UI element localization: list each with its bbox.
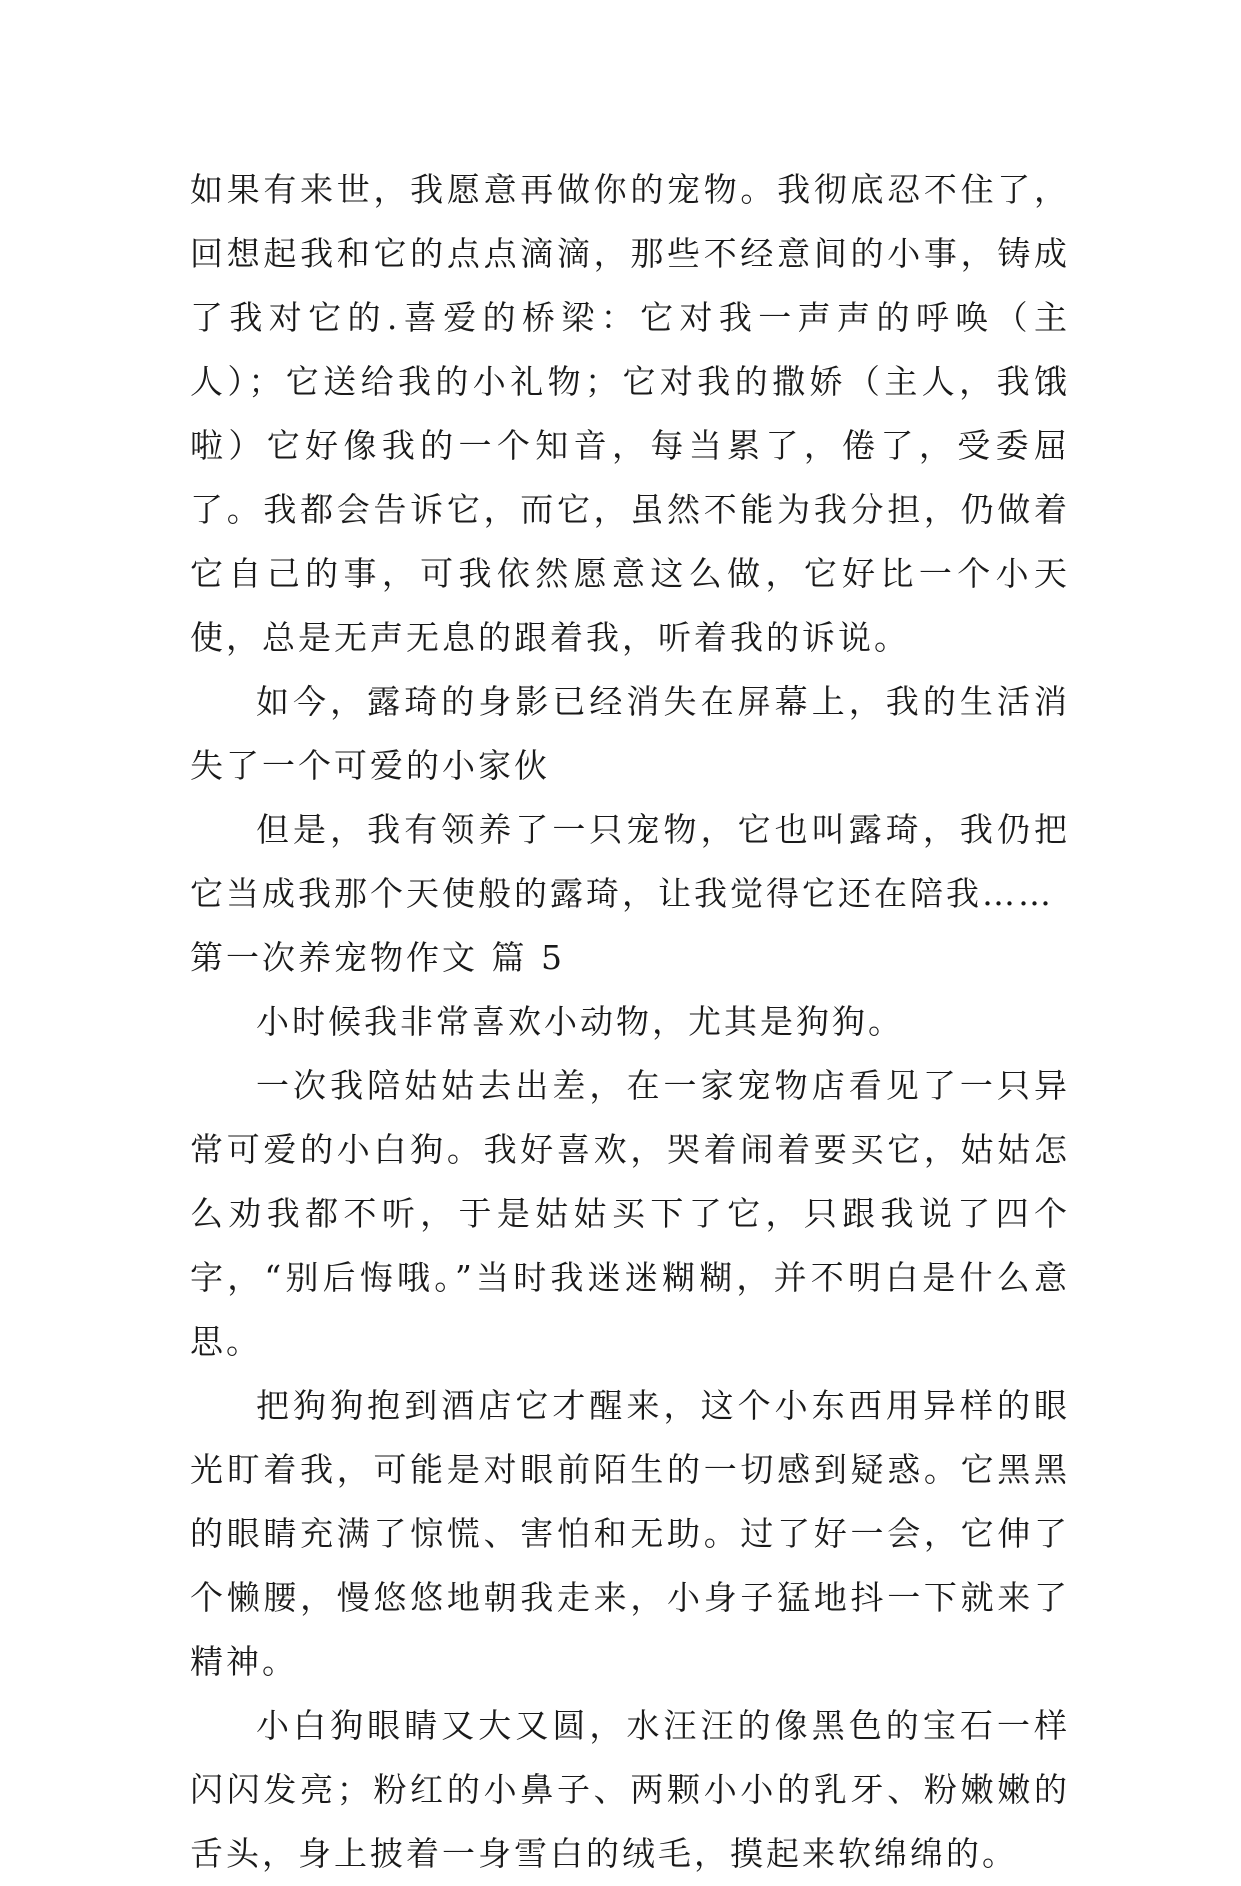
paragraph-1: 如果有来世，我愿意再做你的宠物。我彻底忍不住了，回想起我和它的点点滴滴，那些不经意间的小事，铸成了我对它的.喜爱的桥梁：它对我一声声的呼唤（主人）；它送给我的小礼物；它对我的撒娇（主人，我饿啦）它好像我的一个知音，每当累了，倦了，受委屈了。我都会告诉它，而它，虽然不能为我分担，仍做着它自己的事，可我依然愿意这么做，它好比一个小天使，总是无声无息的跟着我，听着我的诉说。 — [190, 170, 1070, 657]
paragraph-3: 但是，我有领养了一只宠物，它也叫露琦，我仍把它当成我那个天使般的露琦，让我觉得它还在陪我…… — [190, 810, 1070, 913]
paragraph-2: 如今，露琦的身影已经消失在屏幕上，我的生活消失了一个可爱的小家伙 — [190, 682, 1070, 785]
paragraph-6: 把狗狗抱到酒店它才醒来，这个小东西用异样的眼光盯着我，可能是对眼前陌生的一切感到疑惑。它黑黑的眼睛充满了惊慌、害怕和无助。过了好一会，它伸了个懒腰，慢悠悠地朝我走来，小身子猛地抖一下就来了精神。 — [190, 1386, 1070, 1681]
paragraph-4: 小时候我非常喜欢小动物，尤其是狗狗。 — [256, 1002, 904, 1041]
section-heading: 第一次养宠物作文 篇 5 — [190, 938, 565, 977]
paragraph-5: 一次我陪姑姑去出差，在一家宠物店看见了一只异常可爱的小白狗。我好喜欢，哭着闹着要买它，姑姑怎么劝我都不听，于是姑姑买下了它，只跟我说了四个字，“别后悔哦。”当时我迷迷糊糊，并不明白是什么意思。 — [190, 1066, 1070, 1361]
document-body — [190, 158, 1070, 1886]
paragraph-7: 小白狗眼睛又大又圆，水汪汪的像黑色的宝石一样闪闪发亮；粉红的小鼻子、两颗小小的乳牙、粉嫩嫩的舌头，身上披着一身雪白的绒毛，摸起来软绵绵的。 — [190, 1706, 1070, 1873]
